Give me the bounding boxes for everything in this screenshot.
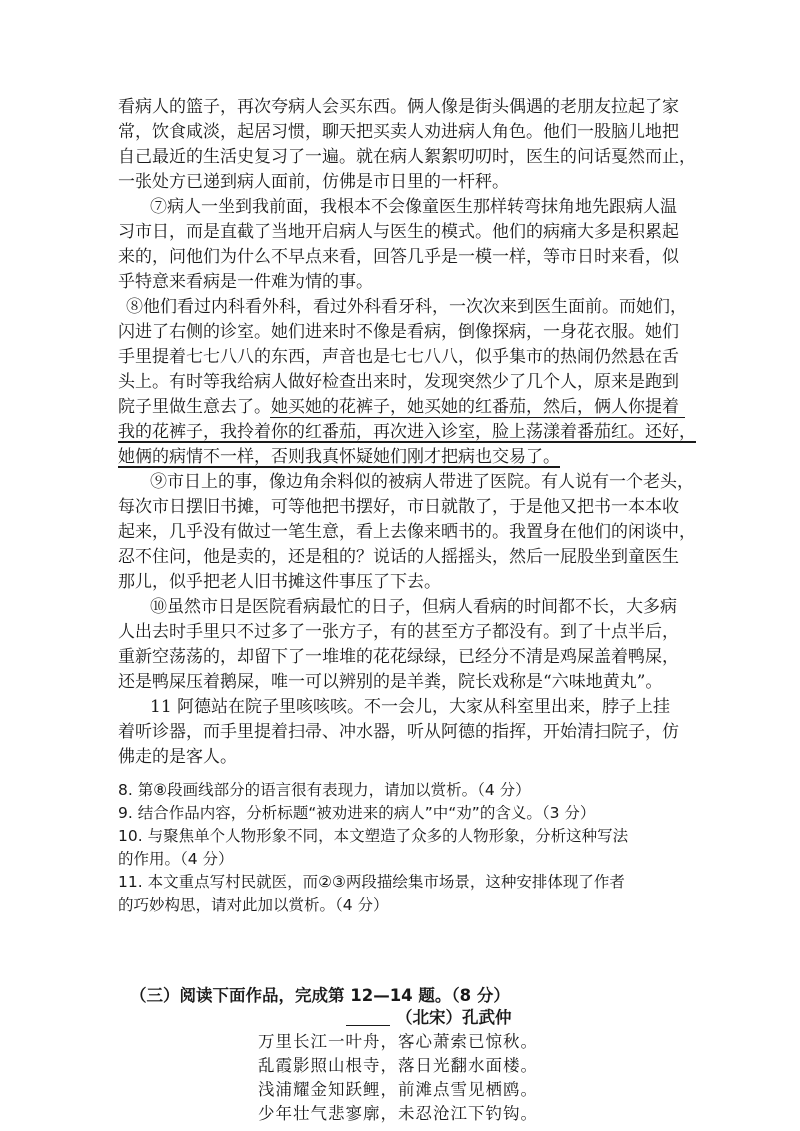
passage-line: 闪进了右侧的诊室。她们进来时不像是看病，倒像探病，一身花衣服。她们 — [118, 322, 679, 342]
poem-author: （北宋）孔武仲 — [396, 1008, 512, 1027]
question-10: 10. 与聚焦单个人物形象不同，本文塑造了众多的人物形象，分析这种写法 — [118, 827, 629, 845]
passage-line: 常，饮食咸淡，起居习惯，聊天把买卖人劝进病人角色。他们一股脑儿地把 — [118, 122, 679, 142]
passage-line-underlined: 院子里做生意去了。她买她的花裤子，她买她的红番茄，然后，俩人你提着 — [118, 397, 679, 417]
passage-line: 那儿，似乎把老人旧书摊这件事压了下去。 — [118, 572, 441, 592]
passage-line: 每次市日摆旧书摊，可等他把书摆好，市日就散了，于是他又把书一本本收 — [118, 497, 679, 517]
question-9: 9. 结合作品内容，分析标题“被劝进来的病人”中“劝”的含义。（3 分） — [118, 804, 596, 822]
question-8: 8. 第⑧段画线部分的语言很有表现力，请加以赏析。（4 分） — [118, 781, 531, 799]
passage-line-underlined: 我的花裤子，我拎着你的红番茄，再次进入诊室，脸上荡漾着番茄红。还好， — [118, 422, 696, 442]
passage-line: 来的，问他们为什么不早点来看，回答几乎是一模一样，等市日时来看，似 — [118, 247, 679, 267]
paragraph-7-start: ⑦病人一坐到我前面，我根本不会像童医生那样转弯抹角地先跟病人温 — [150, 197, 677, 217]
poem-line: 浅浦耀金知跃鲤，前滩点雪见栖鸥。 — [258, 1080, 538, 1099]
question-11: 11. 本文重点写村民就医，而②③两段描绘集市场景，这种安排体现了作者 — [118, 873, 625, 891]
passage-line: 人出去时手里只不过多了一张方子，有的甚至方子都没有。到了十点半后， — [118, 622, 679, 642]
underline-mark — [270, 417, 685, 418]
passage-line: 起来，几乎没有做过一笔生意，看上去像来晒书的。我置身在他们的闲谈中， — [118, 522, 696, 542]
passage-line: 忍不住问，他是卖的，还是租的？说话的人摇摇头，然后一屁股坐到童医生 — [118, 547, 679, 567]
poem-line: 少年壮气悲寥廓，未忍沧江下钓钩。 — [258, 1104, 538, 1123]
passage-line: 手里提着七七八八的东西，声音也是七七八八，似乎集市的热闹仍然悬在舌 — [118, 347, 679, 367]
passage-line: 重新空荡荡的，却留下了一堆堆的花花绿绿，已经分不清是鸡屎盖着鸭屎， — [118, 647, 679, 667]
question-10-cont: 的作用。（4 分） — [118, 850, 234, 868]
passage-line: 着听诊器，而手里提着扫帚、冲水器，听从阿德的指挥，开始清扫院子，仿 — [118, 722, 679, 742]
section-3-heading: （三）阅读下面作品，完成第 12—14 题。（8 分） — [130, 986, 510, 1005]
passage-line: 还是鸭屎压着鹅屎，唯一可以辨别的是羊粪，院长戏称是“六味地黄丸”。 — [118, 672, 663, 692]
question-11-cont: 的巧妙构思，请对此加以赏析。（4 分） — [118, 896, 389, 914]
poem-line: 乱霞影照山根寺，落日光翻水面楼。 — [258, 1056, 538, 1075]
passage-line: 习市日，而是直截了当地开启病人与医生的模式。他们的病痛大多是积累起 — [118, 222, 679, 242]
passage-line: 自己最近的生活史复习了一遍。就在病人絮絮叨叨时，医生的问话戛然而止， — [118, 147, 696, 167]
poem-line: 万里长江一叶舟，客心萧索已惊秋。 — [258, 1032, 538, 1051]
passage-line-underlined: 她俩的病情不一样，否则我真怀疑她们刚才把病也交易了。 — [118, 447, 560, 467]
paragraph-10-start: ⑩虽然市日是医院看病最忙的日子，但病人看病的时间都不长，大多病 — [150, 597, 677, 617]
paragraph-8-start: ⑧他们看过内科看外科，看过外科看牙科，一次次来到医生面前。而她们， — [126, 297, 687, 317]
paragraph-11-start: 11 阿德站在院子里咳咳咳。不一会儿，大家从科室里出来，脖子上挂 — [150, 697, 671, 717]
passage-line: 乎特意来看病是一件难为情的事。 — [118, 272, 373, 292]
passage-line: 头上。有时等我给病人做好检查出来时，发现突然少了几个人，原来是跑到 — [118, 372, 679, 392]
passage-line: 一张处方已递到病人面前，仿佛是市日里的一杆秤。 — [118, 172, 509, 192]
passage-line: 看病人的篮子，再次夸病人会买东西。俩人像是街头偶遇的老朋友拉起了家 — [118, 97, 679, 117]
paragraph-9-start: ⑨市日上的事，像边角余料似的被病人带进了医院。有人说有一个老头， — [150, 472, 694, 492]
title-blank — [346, 1025, 390, 1026]
passage-line: 佛走的是客人。 — [118, 747, 237, 767]
